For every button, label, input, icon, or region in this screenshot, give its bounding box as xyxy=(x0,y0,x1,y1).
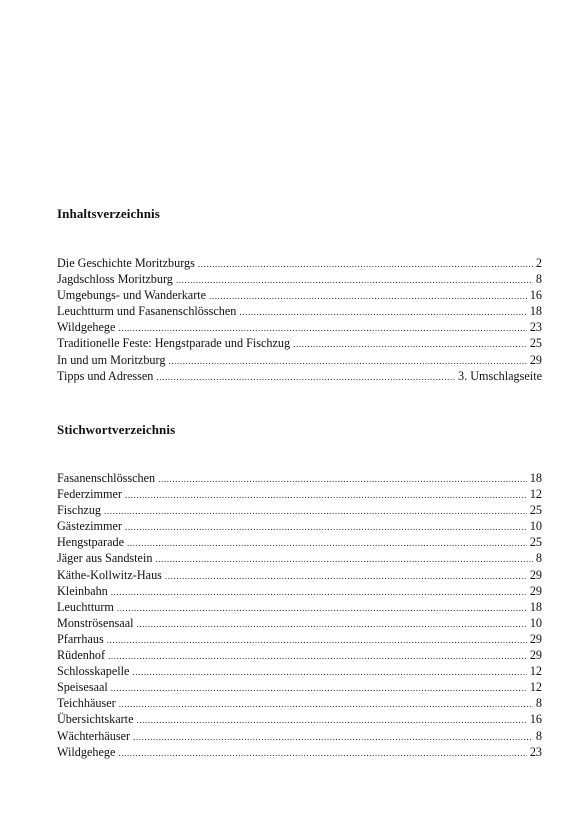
index-entry-page: 12 xyxy=(529,680,542,695)
dot-leader xyxy=(127,535,527,551)
dot-leader xyxy=(125,519,527,535)
dot-leader xyxy=(293,336,527,352)
toc-entry-label: Die Geschichte Moritzburgs xyxy=(57,256,195,270)
index-entry xyxy=(57,550,542,566)
toc-entry-page: 2 xyxy=(535,256,542,270)
dot-leader xyxy=(176,272,533,288)
index-entry-page: 29 xyxy=(529,631,542,646)
toc-entry-page: 8 xyxy=(535,272,542,287)
toc-entry-page: 3. Umschlagseite xyxy=(458,368,542,383)
index-entry-label: Rüdenhof xyxy=(57,648,106,663)
dot-leader xyxy=(136,712,526,728)
toc-entry xyxy=(57,271,542,287)
toc-entry-page: 18 xyxy=(529,304,542,319)
toc-entry xyxy=(57,335,542,351)
index-entry xyxy=(57,631,542,647)
dot-leader xyxy=(158,471,527,487)
index-entry-page: 10 xyxy=(529,615,542,630)
index-entry-label: Gästezimmer xyxy=(57,519,122,534)
toc-entry xyxy=(57,352,542,368)
dot-leader xyxy=(108,648,527,664)
dot-leader xyxy=(168,353,526,369)
toc-entry xyxy=(57,287,542,303)
dot-leader xyxy=(209,288,527,304)
toc-entry-label: Umgebungs- und Wanderkarte xyxy=(57,288,207,303)
index-entry xyxy=(57,679,542,695)
index-entry-page: 8 xyxy=(535,728,542,743)
index-entry-page: 29 xyxy=(529,567,542,582)
toc-entry-page: 29 xyxy=(529,352,542,367)
index-entry-label: Speisesaal xyxy=(57,680,108,695)
index-entry xyxy=(57,711,542,727)
toc-entry-label: Leuchtturm und Fasanenschlösschen xyxy=(57,304,237,319)
index-entry xyxy=(57,486,542,502)
toc-entry xyxy=(57,368,542,384)
toc-heading: Inhaltsverzeichnis xyxy=(57,206,160,221)
index-entry-label: Fischzug xyxy=(57,503,102,518)
index-entry-label: Käthe-Kollwitz-Haus xyxy=(57,567,162,582)
toc-entry xyxy=(57,319,542,335)
index-entry-page: 25 xyxy=(529,535,542,550)
index-entry-page: 18 xyxy=(529,599,542,614)
dot-leader xyxy=(133,729,533,745)
index-entry-label: Monströsensaal xyxy=(57,615,134,630)
dot-leader xyxy=(118,320,526,336)
index-entry xyxy=(57,502,542,518)
toc-entry-page: 25 xyxy=(529,336,542,351)
dot-leader xyxy=(156,369,455,385)
dot-leader xyxy=(239,304,526,320)
index-entry-label: Teichhäuser xyxy=(57,696,116,711)
index-entry-label: Wildgehege xyxy=(57,744,116,759)
index-entry xyxy=(57,663,542,679)
dot-leader xyxy=(125,487,527,503)
dot-leader xyxy=(104,503,527,519)
index-entry xyxy=(57,470,542,486)
toc-entry-label: Jagdschloss Moritzburg xyxy=(57,272,173,287)
index-entry-label: Hengstparade xyxy=(57,535,125,550)
index-entry-label: Schlosskapelle xyxy=(57,664,130,679)
index-entry-page: 12 xyxy=(529,664,542,679)
table-of-contents xyxy=(57,206,542,384)
dot-leader xyxy=(118,745,526,761)
index-heading: Stichwortverzeichnis xyxy=(57,422,176,437)
index-entry xyxy=(57,615,542,631)
toc-entry-label: Tipps und Adressen xyxy=(57,368,154,383)
index-entry-label: Federzimmer xyxy=(57,487,122,502)
index-entry-label: Pfarrhaus xyxy=(57,631,104,646)
index-entry-page: 16 xyxy=(529,712,542,727)
index-entry xyxy=(57,599,542,615)
index-entry-page: 12 xyxy=(529,487,542,502)
index-entry-page: 25 xyxy=(529,503,542,518)
toc-entry-page: 23 xyxy=(529,320,542,335)
toc-list xyxy=(57,255,542,384)
dot-leader xyxy=(117,600,527,616)
index-entry-label: Fasanenschlösschen xyxy=(57,471,156,485)
index-entry-page: 8 xyxy=(535,551,542,566)
index-entry xyxy=(57,744,542,760)
index-entry xyxy=(57,728,542,744)
dot-leader xyxy=(119,696,533,712)
index-entry-page: 23 xyxy=(529,744,542,759)
index-entry-label: Übersichtskarte xyxy=(57,712,134,727)
index-entry-label: Wächterhäuser xyxy=(57,728,131,743)
toc-entry xyxy=(57,303,542,319)
index-entry xyxy=(57,518,542,534)
toc-entry xyxy=(57,255,542,271)
toc-entry-label: Traditionelle Feste: Hengstparade und Fischzug xyxy=(57,336,291,351)
index-entry xyxy=(57,695,542,711)
index-entry-page: 8 xyxy=(535,696,542,711)
toc-entry-label: In und um Moritzburg xyxy=(57,352,166,367)
index-entry-label: Jäger aus Sandstein xyxy=(57,551,153,566)
index-entry xyxy=(57,567,542,583)
index-entry-label: Leuchtturm xyxy=(57,599,114,614)
toc-entry-page: 16 xyxy=(529,288,542,303)
dot-leader xyxy=(198,256,533,272)
index-entry-page: 10 xyxy=(529,519,542,534)
dot-leader xyxy=(155,551,532,567)
index-entry xyxy=(57,534,542,550)
index-entry-page: 29 xyxy=(529,648,542,663)
toc-entry-label: Wildgehege xyxy=(57,320,116,335)
keyword-index xyxy=(57,422,542,760)
dot-leader xyxy=(107,632,527,648)
index-entry-page: 29 xyxy=(529,583,542,598)
index-list xyxy=(57,470,542,760)
dot-leader xyxy=(111,680,527,696)
index-entry-label: Kleinbahn xyxy=(57,583,108,598)
dot-leader xyxy=(132,664,526,680)
dot-leader xyxy=(165,568,527,584)
dot-leader xyxy=(111,584,527,600)
index-entry xyxy=(57,647,542,663)
index-entry-page: 18 xyxy=(529,471,542,485)
index-entry xyxy=(57,583,542,599)
dot-leader xyxy=(137,616,527,632)
